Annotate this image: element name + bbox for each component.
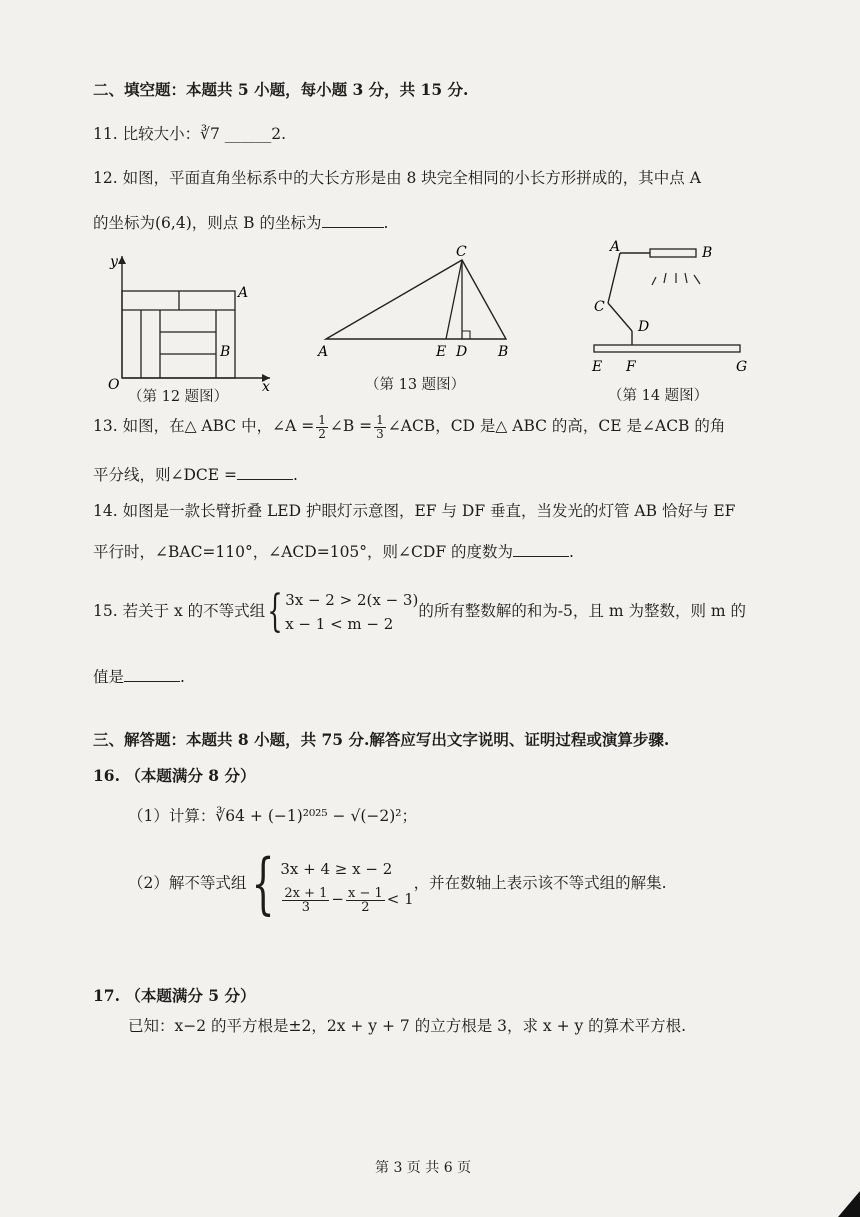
- question-12-line2: 的坐标为(6,4)，则点 B 的坐标为 .: [93, 214, 389, 232]
- label-g: G: [736, 359, 748, 375]
- question-17-body: 已知：x−2 的平方根是±2，2x + y + 7 的立方根是 3，求 x + y 的算术平方根.: [128, 1017, 687, 1035]
- label-b: B: [498, 344, 509, 360]
- fraction-one-half: $\frac{1}{2}$: [318, 412, 326, 441]
- inequality-system: 3x − 2 > 2(x − 3) x − 1 < m − 2: [285, 591, 419, 633]
- question-15-line1: 15. 若关于 x 的不等式组{ 3x − 2 > 2(x − 3) x − 1 < m − 2 的所有整数解的和为-5，且 m 为整数，则 m 的: [93, 586, 747, 637]
- section2-title: 二、填空题：本题共 5 小题，每小题 3 分，共 15 分.: [93, 80, 469, 99]
- label-e: E: [592, 359, 603, 375]
- label-d: D: [456, 344, 468, 360]
- inequality-system: 3x + 4 ≥ x − 2 $\frac{2x + 1}{3}$ − $\frac{x - 1}{2}$ < 1: [280, 860, 414, 915]
- label-d: D: [638, 319, 650, 335]
- section3-title: 三、解答题：本题共 8 小题，共 75 分.解答应写出文字说明、证明过程或演算步骤.: [93, 730, 670, 749]
- question-16-part1: （1）计算：∛64 + (−1)²⁰²⁵ − √(−2)²；: [128, 807, 418, 825]
- label-f: F: [626, 359, 636, 375]
- label-c: C: [456, 244, 467, 260]
- expression: ∛64 + (−1)²⁰²⁵ − √(−2)²: [215, 807, 402, 825]
- label-a: A: [610, 239, 621, 255]
- question-16-head: 16. （本题满分 8 分）: [93, 766, 256, 785]
- answer-blank: ______: [224, 125, 272, 143]
- figure-14-caption: （第 14 题图）: [608, 388, 709, 404]
- left-brace: {: [267, 586, 283, 637]
- question-12-line1: 12. 如图，平面直角坐标系中的大长方形是由 8 块完全相同的小长方形拼成的，其中点 A: [93, 169, 701, 187]
- label-y: y: [110, 254, 118, 270]
- corner-mark: [838, 1191, 860, 1217]
- answer-blank: [513, 541, 569, 557]
- page-footer: 第 3 页 共 6 页: [375, 1160, 472, 1176]
- question-13-line1: 13. 如图，在△ ABC 中，∠A = $\frac{1}{2}$ ∠B = $\frac{1}{3}$ ∠ACB，CD 是△ ABC 的高，CE 是∠ACB 的角: [93, 412, 726, 441]
- label-a: A: [318, 344, 329, 360]
- label-b: B: [220, 344, 231, 360]
- cube-root-7: ∛7: [200, 125, 220, 143]
- figure-12-caption: （第 12 题图）: [128, 389, 229, 405]
- figure-13-caption: （第 13 题图）: [365, 377, 466, 393]
- figure-13: [312, 242, 527, 367]
- label-o: O: [108, 377, 120, 393]
- answer-blank: [322, 212, 384, 228]
- figure-12: [100, 248, 285, 393]
- left-brace: {: [251, 845, 275, 922]
- question-17-head: 17. （本题满分 5 分）: [93, 986, 256, 1005]
- question-11: 11. 比较大小：∛7 ______2.: [93, 125, 287, 143]
- label-c: C: [594, 299, 605, 315]
- label-a: A: [238, 285, 249, 301]
- question-14-line2: 平行时，∠BAC=110°，∠ACD=105°，则∠CDF 的度数为 .: [93, 543, 574, 561]
- question-15-line2: 值是 .: [93, 668, 185, 686]
- label-b: B: [702, 245, 713, 261]
- answer-blank: [124, 666, 180, 682]
- question-13-line2: 平分线，则∠DCE = .: [93, 466, 298, 484]
- label-e: E: [436, 344, 447, 360]
- figure-14: [588, 235, 758, 380]
- question-14-line1: 14. 如图是一款长臂折叠 LED 护眼灯示意图，EF 与 DF 垂直，当发光的灯管 AB 恰好与 EF: [93, 502, 736, 520]
- question-16-part2: （2）解不等式组{ 3x + 4 ≥ x − 2 $\frac{2x + 1}{3}$ − $\frac{x - 1}{2}$ < 1 ，并在数轴上表示该不等式组的解集.: [128, 845, 667, 922]
- label-x: x: [262, 379, 270, 393]
- fraction-one-third: $\frac{1}{3}$: [376, 412, 384, 441]
- answer-blank: [237, 464, 293, 480]
